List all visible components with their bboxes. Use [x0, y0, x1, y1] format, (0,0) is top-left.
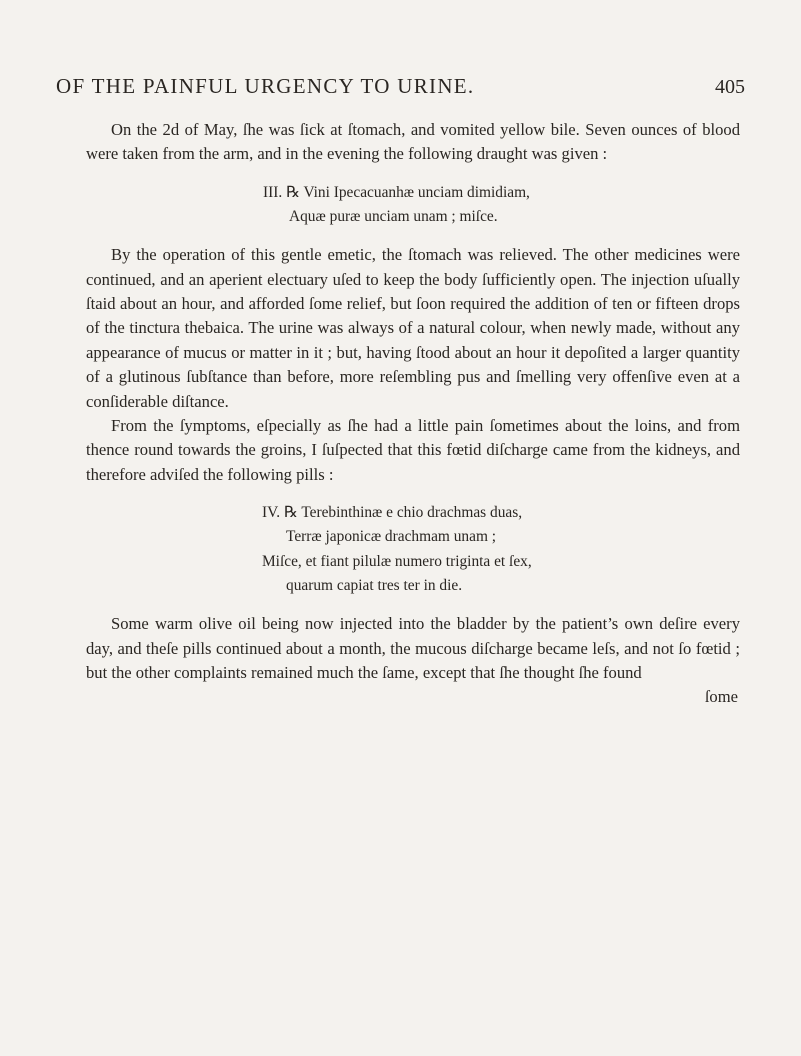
prescription-line: Miſce, et fiant pilulæ numero triginta et ſex,	[262, 552, 532, 570]
page-header	[0, 74, 801, 104]
prescription-line: quarum capiat tres ter in die.	[286, 576, 463, 594]
prescription-line: IV. ℞ Terebinthinæ e chio drachmas duas,	[262, 504, 523, 522]
prescription-iv	[86, 501, 740, 598]
prescription-line: Aquæ puræ unciam unam ; miſce.	[289, 208, 498, 226]
page-body	[86, 118, 740, 710]
catchword: ſome	[704, 687, 738, 707]
prescription-iii	[86, 181, 740, 229]
paragraph-1: On the 2d of May, ſhe was ſick at ſtomach, and vomited yellow bile. Seven ounces of blood were taken from the arm, and in the evening the following draught was given :	[86, 120, 740, 164]
prescription-line: III. ℞ Vini Ipecacuanhæ unciam dimidiam,	[263, 183, 530, 201]
paragraph-2: By the operation of this gentle emetic, the ſtomach was relieved. The other medicines were continued, and an aperient electuary uſed to keep the body ſufficiently open. The injection uſually ſtaid about an hour, and afforded ſome relief, but ſoon required the addition of ten or fifteen drops of the tinctura thebaica. The urine was always of a natural colour, when newly made, without any appearance of mucus or matter in it ; but, having ſtood about an hour it depoſited a larger quantity of a glutinous ſubſtance than before, more reſembling pus and ſmelling very offenſive even at a conſiderable diſtance.	[86, 245, 740, 411]
page-number: 405	[715, 76, 745, 98]
prescription-line: Terræ japonicæ drachmam unam ;	[286, 528, 497, 546]
paragraph-4: Some warm olive oil being now injected into the bladder by the patient’s own deſire every day, and theſe pills continued about a month, the mucous diſcharge became leſs, and not ſo fœtid ; but the other complaints remained much the ſame, except that ſhe thought ſhe found	[86, 614, 740, 682]
running-head: OF THE PAINFUL URGENCY TO URINE.	[56, 74, 475, 98]
paragraph-3: From the ſymptoms, eſpecially as ſhe had a little pain ſometimes about the loins, and from thence round towards the groins, I ſuſpected that this fœtid diſcharge came from the kidneys, and therefore adviſed the following pills :	[86, 416, 740, 484]
